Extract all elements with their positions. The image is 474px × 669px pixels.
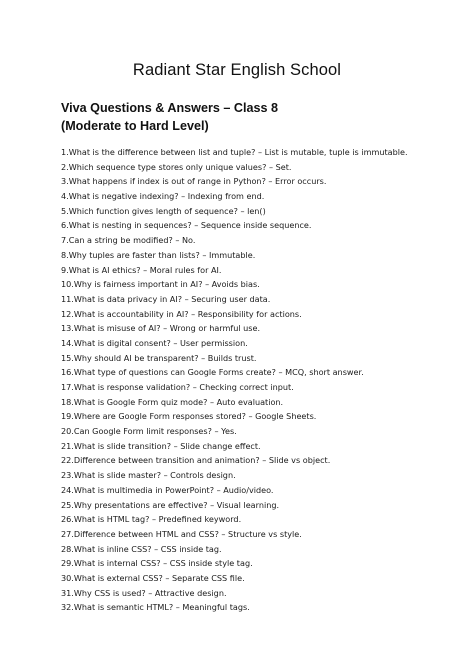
qa-list-item: 29.What is internal CSS? – CSS inside style tag. [61, 558, 253, 569]
school-title: Radiant Star English School [132, 61, 342, 79]
qa-list-item: 16.What type of questions can Google Forms create? – MCQ, short answer. [61, 367, 364, 378]
qa-list-item: 22.Difference between transition and animation? – Slide vs object. [61, 455, 331, 466]
qa-list-item: 4.What is negative indexing? – Indexing from end. [61, 191, 265, 202]
qa-list-item: 10.Why is fairness important in AI? – Avoids bias. [61, 279, 260, 290]
qa-list-item: 17.What is response validation? – Checking correct input. [61, 382, 294, 392]
qa-list-item: 5.Which function gives length of sequence? – len() [61, 205, 266, 216]
qa-list-item: 8.Why tuples are faster than lists? – Immutable. [61, 249, 256, 260]
qa-list-item: 21.What is slide transition? – Slide change effect. [61, 440, 261, 451]
qa-list-item: 11.What is data privacy in AI? – Securing user data. [61, 293, 271, 304]
qa-list-item: 3.What happens if index is out of range in Python? – Error occurs. [61, 176, 327, 187]
qa-list-item: 1.What is the difference between list and tuple? – List is mutable, tuple is immutable. [61, 147, 408, 157]
qa-list-item: 24.What is multimedia in PowerPoint? – Audio/video. [61, 484, 274, 495]
qa-list-item: 9.What is AI ethics? – Moral rules for AI. [61, 264, 222, 275]
qa-list-item: 28.What is inline CSS? – CSS inside tag. [61, 543, 222, 554]
qa-list-item: 23.What is slide master? – Controls design. [61, 470, 236, 481]
qa-list [61, 145, 461, 615]
qa-list-item: 30.What is external CSS? – Separate CSS file. [61, 572, 245, 583]
qa-list-item: 13.What is misuse of AI? – Wrong or harmful use. [61, 323, 261, 334]
qa-list-item: 6.What is nesting in sequences? – Sequence inside sequence. [61, 220, 312, 231]
qa-list-item: 12.What is accountability in AI? – Responsibility for actions. [61, 308, 302, 319]
qa-list-item: 18.What is Google Form quiz mode? – Auto evaluation. [61, 396, 284, 407]
qa-list-item: 14.What is digital consent? – User permission. [61, 337, 248, 348]
qa-list-item: 20.Can Google Form limit responses? – Yes. [61, 426, 237, 437]
qa-list-item: 2.Which sequence type stores only unique values? – Set. [61, 161, 292, 172]
qa-list-item: 19.Where are Google Form responses stored? – Google Sheets. [61, 411, 317, 422]
qa-list-item: 32.What is semantic HTML? – Meaningful tags. [61, 602, 250, 613]
section-heading: Viva Questions & Answers – Class 8 [61, 101, 278, 115]
qa-list-item: 26.What is HTML tag? – Predefined keyword. [61, 514, 242, 525]
qa-list-item: 25.Why presentations are effective? – Visual learning. [61, 499, 280, 510]
section-subheading: (Moderate to Hard Level) [61, 119, 209, 133]
qa-list-item: 15.Why should AI be transparent? – Builds trust. [61, 352, 257, 363]
qa-list-item: 27.Difference between HTML and CSS? – Structure vs style. [61, 528, 302, 539]
qa-list-item: 31.Why CSS is used? – Attractive design. [61, 587, 227, 598]
qa-list-item: 7.Can a string be modified? – No. [61, 235, 196, 246]
